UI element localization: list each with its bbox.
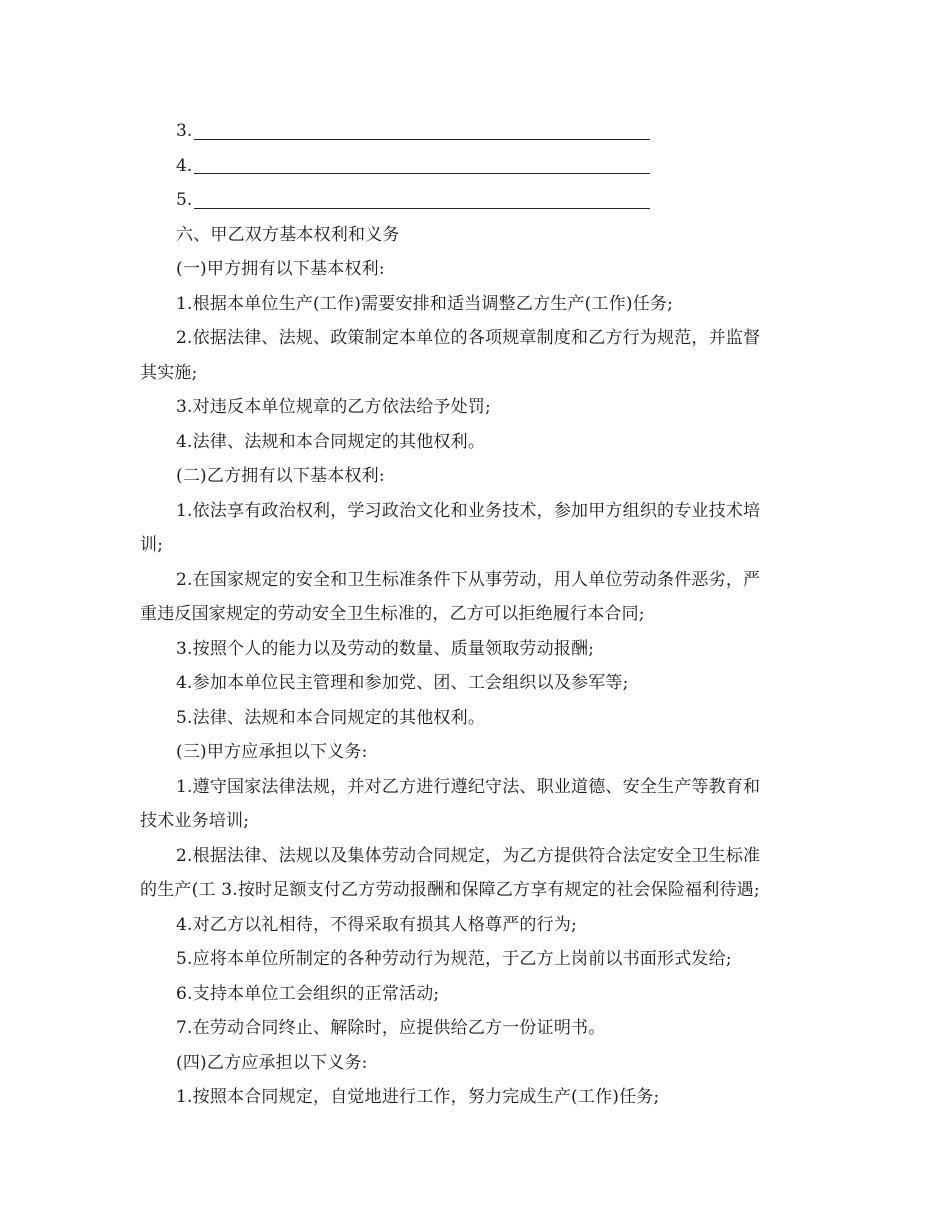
clause-line: 6.支持本单位工会组织的正常活动; bbox=[176, 983, 440, 1004]
subsection-heading: (三)甲方应承担以下义务: bbox=[176, 742, 368, 762]
blank-underline bbox=[194, 172, 650, 174]
clause-line: 2.根据法律、法规以及集体劳动合同规定，为乙方提供符合法定安全卫生标准 bbox=[176, 845, 761, 866]
document-body bbox=[140, 114, 812, 1115]
clause-line: 5.法律、法规和本合同规定的其他权利。 bbox=[176, 707, 486, 728]
subsection-heading: (一)甲方拥有以下基本权利: bbox=[176, 259, 385, 279]
section-heading: 六、甲乙双方基本权利和义务 bbox=[176, 224, 400, 245]
clause-line: 1.依法享有政治权利，学习政治文化和业务技术，参加甲方组织的专业技术培 bbox=[176, 500, 761, 521]
subsection-heading: (四)乙方应承担以下义务: bbox=[176, 1052, 368, 1073]
clause-line-continuation: 技术业务培训; bbox=[140, 811, 250, 831]
blank-line-number: 5. bbox=[176, 190, 193, 210]
clause-line: 3.按照个人的能力以及劳动的数量、质量领取劳动报酬; bbox=[176, 638, 595, 659]
clause-line: 1.按照本合同规定，自觉地进行工作，努力完成生产(工作)任务; bbox=[176, 1087, 660, 1107]
clause-line-continuation: 训; bbox=[140, 535, 164, 555]
clause-line: 1.根据本单位生产(工作)需要安排和适当调整乙方生产(工作)任务; bbox=[176, 293, 674, 314]
clause-line: 4.法律、法规和本合同规定的其他权利。 bbox=[176, 431, 486, 452]
blank-line-item bbox=[140, 149, 812, 184]
clause-line: 1.遵守国家法律法规，并对乙方进行遵纪守法、职业道德、安全生产等教育和 bbox=[176, 776, 761, 797]
blank-line-item bbox=[140, 114, 812, 149]
blank-line-number: 3. bbox=[176, 121, 193, 141]
blank-underline bbox=[194, 138, 650, 140]
clause-line: 4.参加本单位民主管理和参加党、团、工会组织以及参军等; bbox=[176, 673, 629, 693]
clause-line-continuation: 重违反国家规定的劳动安全卫生标准的，乙方可以拒绝履行本合同; bbox=[140, 604, 645, 624]
clause-line: 2.依据法律、法规、政策制定本单位的各项规章制度和乙方行为规范，并监督 bbox=[176, 328, 761, 348]
blank-line-item bbox=[140, 183, 812, 218]
clause-line: 5.应将本单位所制定的各种劳动行为规范，于乙方上岗前以书面形式发给; bbox=[176, 949, 732, 969]
blank-underline bbox=[194, 207, 650, 209]
subsection-heading: (二)乙方拥有以下基本权利: bbox=[176, 466, 385, 486]
clause-line-continuation: 其实施; bbox=[140, 362, 198, 383]
clause-line: 3.对违反本单位规章的乙方依法给予处罚; bbox=[176, 397, 491, 417]
clause-line: 4.对乙方以礼相待，不得采取有损其人格尊严的行为; bbox=[176, 914, 577, 935]
blank-line-number: 4. bbox=[176, 155, 193, 176]
clause-line: 2.在国家规定的安全和卫生标准条件下从事劳动，用人单位劳动条件恶劣，严 bbox=[176, 569, 761, 590]
clause-line-continuation: 的生产(工 3.按时足额支付乙方劳动报酬和保障乙方享有规定的社会保险福利待遇; bbox=[140, 880, 760, 900]
clause-line: 7.在劳动合同终止、解除时，应提供给乙方一份证明书。 bbox=[176, 1018, 606, 1038]
